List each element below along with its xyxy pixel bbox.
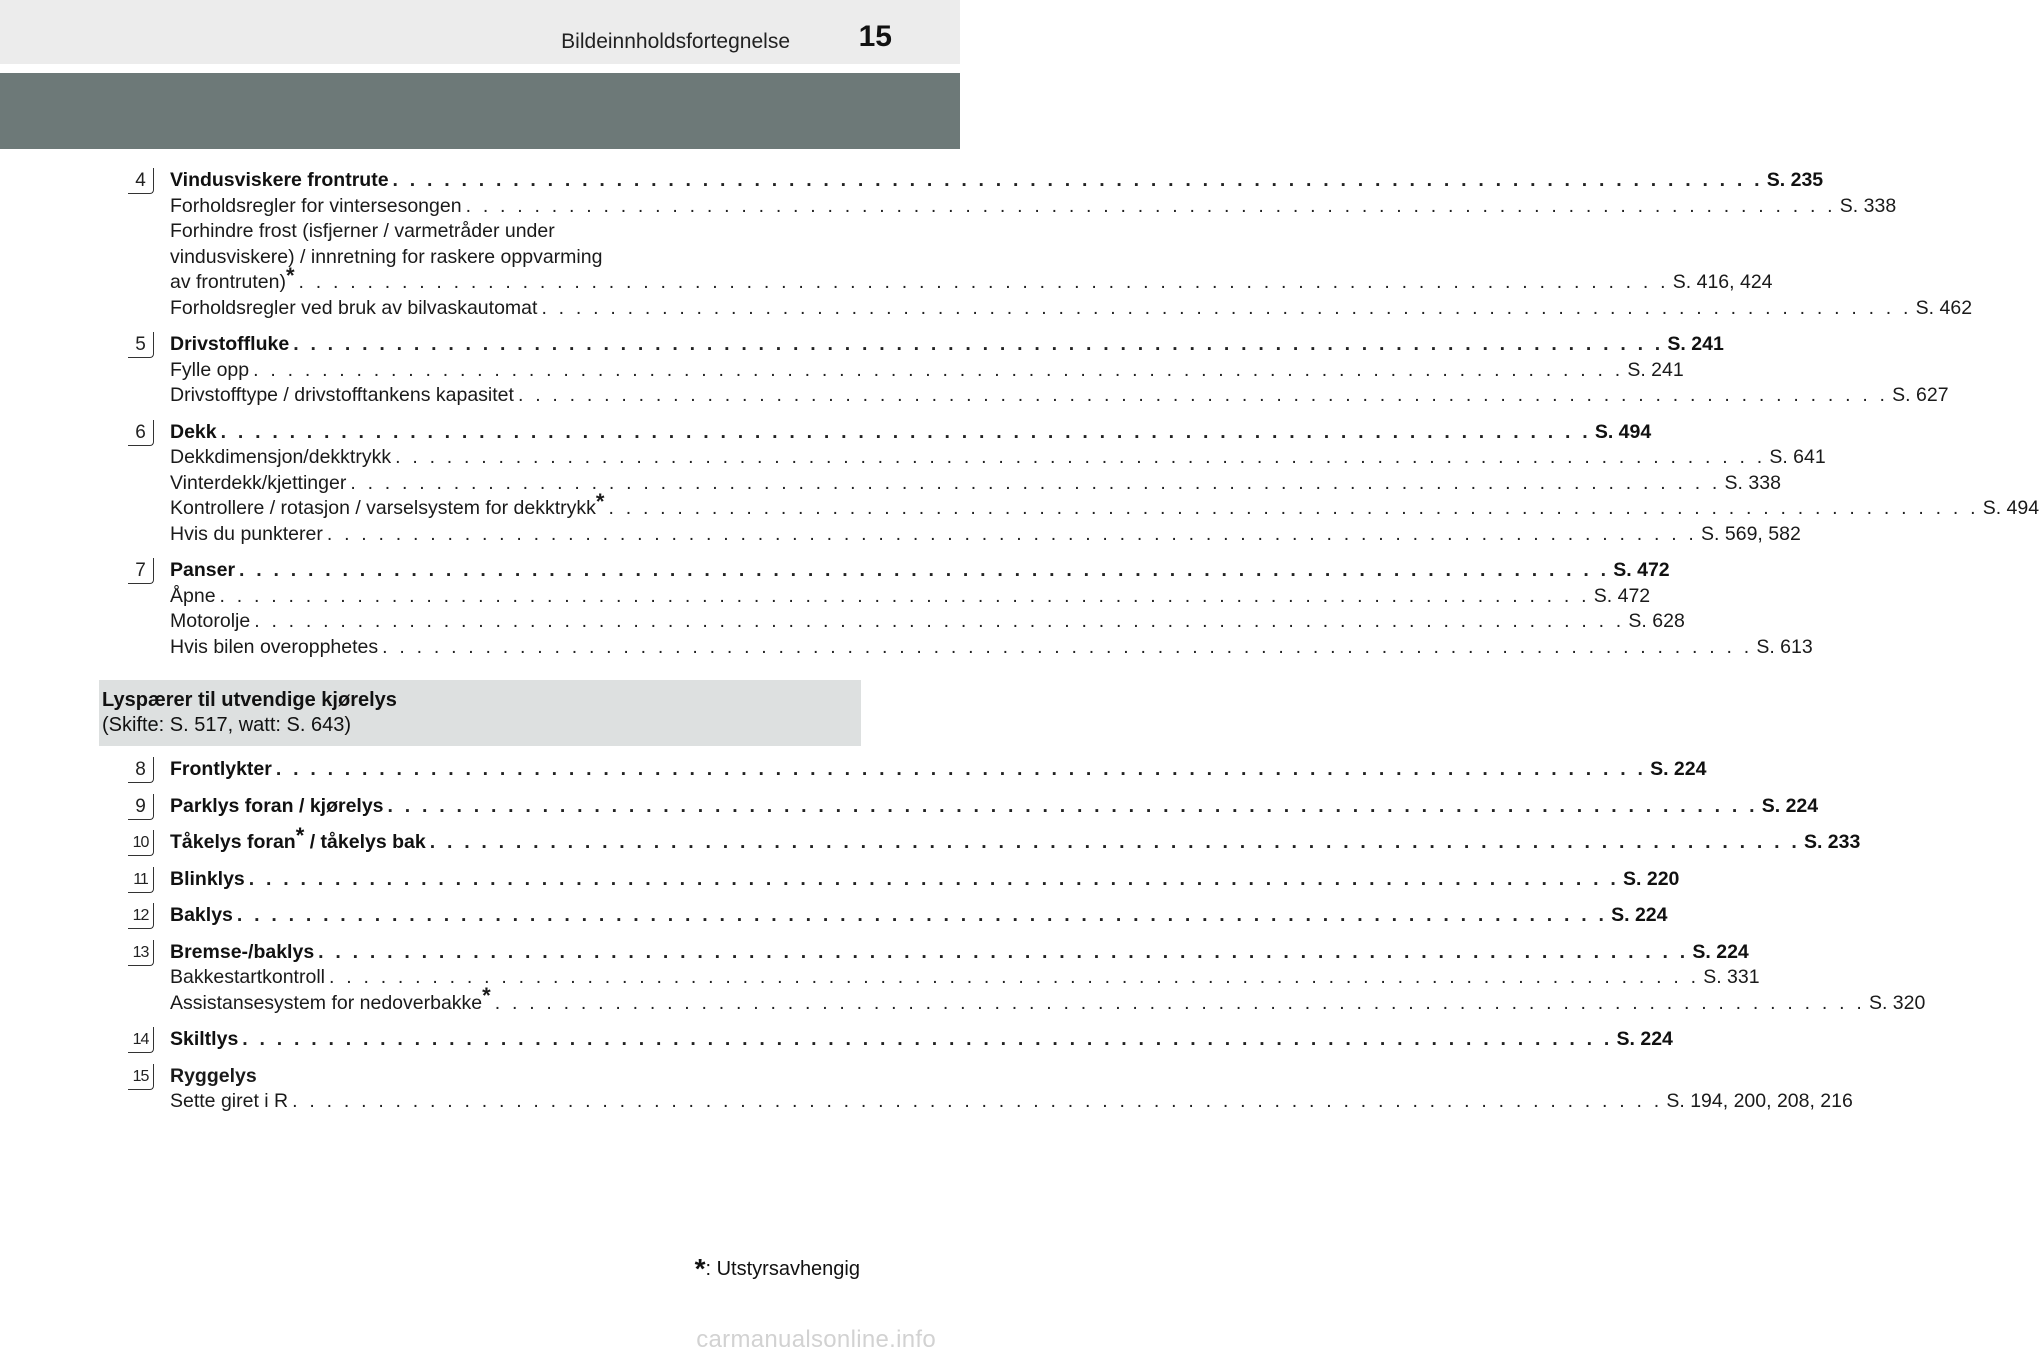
footnote-star: * xyxy=(694,1253,706,1284)
page-reference[interactable]: S. 494 xyxy=(1982,497,2039,519)
toc-main-line[interactable] xyxy=(170,332,1724,358)
watermark: carmanualsonline.info xyxy=(696,1326,936,1353)
page-reference[interactable]: S. 462 xyxy=(1915,296,1973,319)
leader-dots: . . . . . . . . . . . . . . . . . . . . . . . . . . . . . . . . . . . . . . . . . . . . . . . . . . . . . . . . . . . . . . . . . . . . . . . . . . . . . . . . xyxy=(239,559,1610,581)
leader-dots: . . . . . . . . . . . . . . . . . . . . . . . . . . . . . . . . . . . . . . . . . . . . . . . . . . . . . . . . . . . . . . . . . . . . . . . . . . . . . . . . xyxy=(494,991,1865,1014)
page-reference[interactable]: S. 241 xyxy=(1627,358,1684,381)
leader-dots: . . . . . . . . . . . . . . . . . . . . . . . . . . . . . . . . . . . . . . . . . . . . . . . . . . . . . . . . . . . . . . . . . . . . . . . . . . . . . . . . xyxy=(254,610,1625,632)
toc-label-text: Fylle opp xyxy=(170,358,250,381)
toc-sub-line[interactable] xyxy=(170,296,1973,322)
page-reference[interactable]: S. 331 xyxy=(1703,966,1760,988)
section-subtitle: (Skifte: S. 517, watt: S. 643) xyxy=(102,714,352,736)
footnote xyxy=(695,1250,860,1282)
toc-main-line[interactable] xyxy=(170,168,1824,194)
callout-number: 11 xyxy=(128,867,154,893)
toc-main-line[interactable] xyxy=(170,940,1749,966)
page-reference[interactable]: S. 320 xyxy=(1868,991,1926,1014)
toc-label-text: Drivstoffluke xyxy=(170,333,290,355)
toc-label-text: Motorolje xyxy=(170,610,251,632)
callout-number: 15 xyxy=(128,1064,154,1090)
leader-dots: . . . . . . . . . . . . . . . . . . . . . . . . . . . . . . . . . . . . . . . . . . . . . . . . . . . . . . . . . . . . . . . . . . . . . . . . . . . . . . . . xyxy=(292,1090,1663,1112)
toc-main-line[interactable] xyxy=(170,822,1861,856)
callout-number: 5 xyxy=(128,332,154,358)
leader-dots: . . . . . . . . . . . . . . . . . . . . . . . . . . . . . . . . . . . . . . . . . . . . . . . . . . . . . . . . . . . . . . . . . . . . . . . . . . . . . . . . xyxy=(392,169,1763,191)
toc-label xyxy=(170,940,314,966)
toc-label-text: Dekkdimensjon/dekktrykk xyxy=(170,446,392,468)
toc-sub-line[interactable] xyxy=(170,522,1801,548)
leader-dots: . . . . . . . . . . . . . . . . . . . . . . . . . . . . . . . . . . . . . . . . . . . . . . . . . . . . . . . . . . . . . . . . . . . . . . . . . . . . . . . . xyxy=(275,758,1647,780)
toc-label xyxy=(170,358,249,384)
page-reference[interactable]: S. 224 xyxy=(1650,758,1707,780)
equipment-star: * xyxy=(285,262,295,288)
leader-dots: . . . . . . . . . . . . . . . . . . . . . . . . . . . . . . . . . . . . . . . . . . . . . . . . . . . . . . . . . . . . . . . . . . . . . . . . . . . . . . . . xyxy=(219,584,1590,607)
toc-label-text: Hvis du punkterer xyxy=(170,522,323,545)
leader-dots: . . . . . . . . . . . . . . . . . . . . . . . . . . . . . . . . . . . . . . . . . . . . . . . . . . . . . . . . . . . . . . . . . . . . . . . . . . . . . . . . xyxy=(395,446,1766,468)
toc-label xyxy=(170,757,272,783)
callout-number: 13 xyxy=(128,940,154,966)
toc-entry xyxy=(0,1027,1673,1053)
toc-label xyxy=(170,332,289,358)
leader-dots: . . . . . . . . . . . . . . . . . . . . . . . . . . . . . . . . . . . . . . . . . . . . . . . . . . . . . . . . . . . . . . . . . . . . . . . . . . . . . . . . xyxy=(220,420,1591,443)
toc-sub-line[interactable] xyxy=(170,194,1897,220)
toc-sub-line[interactable] xyxy=(170,358,1684,384)
toc-label xyxy=(170,445,391,471)
toc-label xyxy=(170,867,245,893)
toc-label xyxy=(170,965,325,991)
toc-sub-line[interactable] xyxy=(170,965,1760,991)
entries-group-b xyxy=(0,757,1926,1126)
toc-label-text: Drivstofftype / drivstofftankens kapasitet xyxy=(170,384,514,406)
footnote-text: : Utstyrsavhengig xyxy=(705,1258,860,1280)
page-reference[interactable]: S. 494 xyxy=(1594,420,1652,443)
toc-entry xyxy=(0,822,1861,856)
leader-dots: . . . . . . . . . . . . . . . . . . . . . . . . . . . . . . . . . . . . . . . . . . . . . . . . . . . . . . . . . . . . . . . . . . . . . . . . . . . . . . . . xyxy=(350,471,1721,494)
leader-dots: . . . . . . . . . . . . . . . . . . . . . . . . . . . . . . . . . . . . . . . . . . . . . . . . . . . . . . . . . . . . . . . . . . . . . . . . . . . . . . . . xyxy=(318,940,1689,963)
toc-entry xyxy=(0,168,1973,321)
toc-text-line: Forhindre frost (isfjerner / varmetråder under xyxy=(170,220,555,242)
page-reference[interactable]: S. 224 xyxy=(1692,940,1749,963)
page-reference[interactable]: S. 241 xyxy=(1667,333,1724,355)
header-banner xyxy=(0,73,960,149)
entries-group-a xyxy=(0,168,2039,671)
toc-entry xyxy=(0,794,1819,820)
page-reference[interactable]: S. 338 xyxy=(1839,194,1897,217)
equipment-star: * xyxy=(595,488,605,514)
toc-label xyxy=(170,635,378,661)
page-reference[interactable]: S. 641 xyxy=(1769,446,1826,468)
toc-label-text: Sette giret i R xyxy=(170,1090,289,1112)
toc-label-text: Kontrollere / rotasjon / varselsystem for dekktrykk xyxy=(170,497,596,519)
leader-dots: . . . . . . . . . . . . . . . . . . . . . . . . . . . . . . . . . . . . . . . . . . . . . . . . . . . . . . . . . . . . . . . . . . . . . . . . . . . . . . . . xyxy=(387,794,1758,817)
leader-dots: . . . . . . . . . . . . . . . . . . . . . . . . . . . . . . . . . . . . . . . . . . . . . . . . . . . . . . . . . . . . . . . . . . . . . . . . . . . . . . . . xyxy=(541,296,1912,319)
toc-label xyxy=(170,296,537,322)
page-reference[interactable]: S. 224 xyxy=(1611,904,1668,926)
page-reference[interactable]: S. 194, 200, 208, 216 xyxy=(1666,1090,1853,1112)
toc-label xyxy=(170,168,389,194)
toc-label xyxy=(170,522,323,548)
toc-label xyxy=(170,983,491,1017)
toc-label-text: Åpne xyxy=(170,584,216,607)
toc-label-text: Hvis bilen overopphetes xyxy=(170,635,379,658)
toc-label-text: Frontlykter xyxy=(170,758,272,780)
page-reference[interactable]: S. 233 xyxy=(1803,831,1861,853)
section-band xyxy=(99,680,861,746)
callout-number: 14 xyxy=(128,1027,154,1053)
toc-entry xyxy=(0,558,1813,660)
toc-label-text: Bremse-/baklys xyxy=(170,940,315,963)
toc-label-text: / tåkelys bak xyxy=(304,831,426,853)
equipment-star: * xyxy=(482,983,491,1008)
toc-main-line[interactable] xyxy=(170,558,1670,584)
toc-main-line[interactable] xyxy=(170,867,1680,893)
toc-label-text: Vindusviskere frontrute xyxy=(170,169,389,191)
page-reference[interactable]: S. 627 xyxy=(1892,384,1949,406)
toc-sub-line[interactable] xyxy=(170,983,1926,1017)
leader-dots: . . . . . . . . . . . . . . . . . . . . . . . . . . . . . . . . . . . . . . . . . . . . . . . . . . . . . . . . . . . . . . . . . . . . . . . . . . . . . . . . xyxy=(248,867,1620,890)
page-reference[interactable]: S. 338 xyxy=(1724,471,1781,494)
toc-entry xyxy=(0,867,1680,893)
toc-text-line: Ryggelys xyxy=(170,1064,257,1087)
toc-entry xyxy=(0,332,1949,409)
toc-label-text: Tåkelys foran xyxy=(170,831,296,853)
toc-label-text: Assistansesystem for nedoverbakke xyxy=(170,991,483,1014)
callout-number: 9 xyxy=(128,794,154,820)
page-reference[interactable]: S. 472 xyxy=(1593,584,1651,607)
toc-entry xyxy=(0,940,1926,1017)
toc-label-text: Parklys foran / kjørelys xyxy=(170,794,384,817)
leader-dots: . . . . . . . . . . . . . . . . . . . . . . . . . . . . . . . . . . . . . . . . . . . . . . . . . . . . . . . . . . . . . . . . . . . . . . . . . . . . . . . . xyxy=(242,1028,1613,1050)
toc-label xyxy=(170,609,250,635)
toc-label xyxy=(170,383,514,409)
toc-sub-line[interactable] xyxy=(170,445,1826,471)
leader-dots: . . . . . . . . . . . . . . . . . . . . . . . . . . . . . . . . . . . . . . . . . . . . . . . . . . . . . . . . . . . . . . . . . . . . . . . . . . . . . . . . xyxy=(382,635,1753,658)
toc-entry xyxy=(0,1064,1853,1115)
callout-number: 4 xyxy=(128,168,154,194)
toc-label xyxy=(170,822,426,856)
page-reference[interactable]: S. 569, 582 xyxy=(1701,522,1801,545)
leader-dots: . . . . . . . . . . . . . . . . . . . . . . . . . . . . . . . . . . . . . . . . . . . . . . . . . . . . . . . . . . . . . . . . . . . . . . . . . . . . . . . . xyxy=(608,497,1979,519)
page-header xyxy=(0,0,960,64)
page-reference[interactable]: S. 235 xyxy=(1766,169,1824,191)
callout-number: 8 xyxy=(128,757,154,783)
toc-label xyxy=(170,558,235,584)
toc-main-line[interactable] xyxy=(170,1027,1673,1053)
toc-label-text: av frontruten) xyxy=(170,271,286,293)
leader-dots: . . . . . . . . . . . . . . . . . . . . . . . . . . . . . . . . . . . . . . . . . . . . . . . . . . . . . . . . . . . . . . . . . . . . . . . . . . . . . . . . xyxy=(517,384,1889,406)
toc-sub-line[interactable] xyxy=(170,471,1781,497)
toc-label-text: Forholdsregler ved bruk av bilvaskautomat xyxy=(170,296,538,319)
page-reference[interactable]: S. 472 xyxy=(1613,559,1670,581)
callout-number: 10 xyxy=(128,830,154,856)
page-reference[interactable]: S. 613 xyxy=(1756,635,1813,658)
toc-sub-line[interactable] xyxy=(170,488,2039,522)
toc-sub-line[interactable] xyxy=(170,1089,1853,1115)
toc-sub-line[interactable] xyxy=(170,635,1813,661)
toc-label xyxy=(170,262,295,296)
callout-number: 6 xyxy=(128,420,154,446)
toc-main-line[interactable] xyxy=(170,757,1707,783)
toc-label-text: Dekk xyxy=(170,420,217,443)
toc-text-line: vindusviskere) / innretning for raskere oppvarming xyxy=(170,245,603,268)
toc-sub-line[interactable] xyxy=(170,609,1685,635)
toc-sub-line[interactable] xyxy=(170,262,1773,296)
toc-main-line[interactable] xyxy=(170,420,1652,446)
leader-dots: . . . . . . . . . . . . . . . . . . . . . . . . . . . . . . . . . . . . . . . . . . . . . . . . . . . . . . . . . . . . . . . . . . . . . . . . . . . . . . . . xyxy=(298,271,1669,293)
toc-label xyxy=(170,420,217,446)
toc-label xyxy=(170,584,216,610)
toc-entry xyxy=(0,903,1668,929)
callout-number: 7 xyxy=(128,558,154,584)
page-number: 15 xyxy=(858,20,892,53)
toc-label-text: Blinklys xyxy=(170,867,245,890)
section-title: Lyspærer til utvendige kjørelys xyxy=(102,689,397,711)
toc-label xyxy=(170,194,462,220)
toc-label xyxy=(170,471,346,497)
toc-label xyxy=(170,1089,288,1115)
callout-number: 12 xyxy=(128,903,154,929)
page-reference[interactable]: S. 220 xyxy=(1623,867,1680,890)
toc-label xyxy=(170,794,384,820)
page-reference[interactable]: S. 224 xyxy=(1616,1028,1673,1050)
toc-label xyxy=(170,1027,238,1053)
header-title: Bildeinnholdsfortegnelse xyxy=(561,30,790,53)
toc-entry xyxy=(0,757,1707,783)
leader-dots: . . . . . . . . . . . . . . . . . . . . . . . . . . . . . . . . . . . . . . . . . . . . . . . . . . . . . . . . . . . . . . . . . . . . . . . . . . . . . . . . xyxy=(465,194,1836,217)
toc-label-text: Forholdsregler for vintersesongen xyxy=(170,194,462,217)
leader-dots: . . . . . . . . . . . . . . . . . . . . . . . . . . . . . . . . . . . . . . . . . . . . . . . . . . . . . . . . . . . . . . . . . . . . . . . . . . . . . . . . xyxy=(293,333,1664,355)
toc-label xyxy=(170,903,233,929)
toc-label-text: Skiltlys xyxy=(170,1028,239,1050)
toc-main-line[interactable] xyxy=(170,794,1819,820)
leader-dots: . . . . . . . . . . . . . . . . . . . . . . . . . . . . . . . . . . . . . . . . . . . . . . . . . . . . . . . . . . . . . . . . . . . . . . . . . . . . . . . . xyxy=(236,904,1608,926)
toc-sub-line[interactable] xyxy=(170,383,1949,409)
toc-label-text: Vinterdekk/kjettinger xyxy=(170,471,347,494)
page-reference[interactable]: S. 416, 424 xyxy=(1672,271,1773,293)
leader-dots: . . . . . . . . . . . . . . . . . . . . . . . . . . . . . . . . . . . . . . . . . . . . . . . . . . . . . . . . . . . . . . . . . . . . . . . . . . . . . . . . xyxy=(328,966,1700,988)
toc-label-text: Bakkestartkontroll xyxy=(170,966,325,988)
toc-label xyxy=(170,488,605,522)
leader-dots: . . . . . . . . . . . . . . . . . . . . . . . . . . . . . . . . . . . . . . . . . . . . . . . . . . . . . . . . . . . . . . . . . . . . . . . . . . . . . . . . xyxy=(429,831,1800,853)
toc-label-text: Baklys xyxy=(170,904,233,926)
leader-dots: . . . . . . . . . . . . . . . . . . . . . . . . . . . . . . . . . . . . . . . . . . . . . . . . . . . . . . . . . . . . . . . . . . . . . . . . . . . . . . . . xyxy=(326,522,1698,545)
page-reference[interactable]: S. 628 xyxy=(1628,610,1685,632)
leader-dots: . . . . . . . . . . . . . . . . . . . . . . . . . . . . . . . . . . . . . . . . . . . . . . . . . . . . . . . . . . . . . . . . . . . . . . . . . . . . . . . . xyxy=(253,358,1624,381)
toc-entry xyxy=(0,420,2039,548)
toc-sub-line[interactable] xyxy=(170,584,1651,610)
toc-label-text: Panser xyxy=(170,559,236,581)
page-reference[interactable]: S. 224 xyxy=(1761,794,1819,817)
toc-main-line[interactable] xyxy=(170,903,1668,929)
equipment-star: * xyxy=(295,822,305,848)
